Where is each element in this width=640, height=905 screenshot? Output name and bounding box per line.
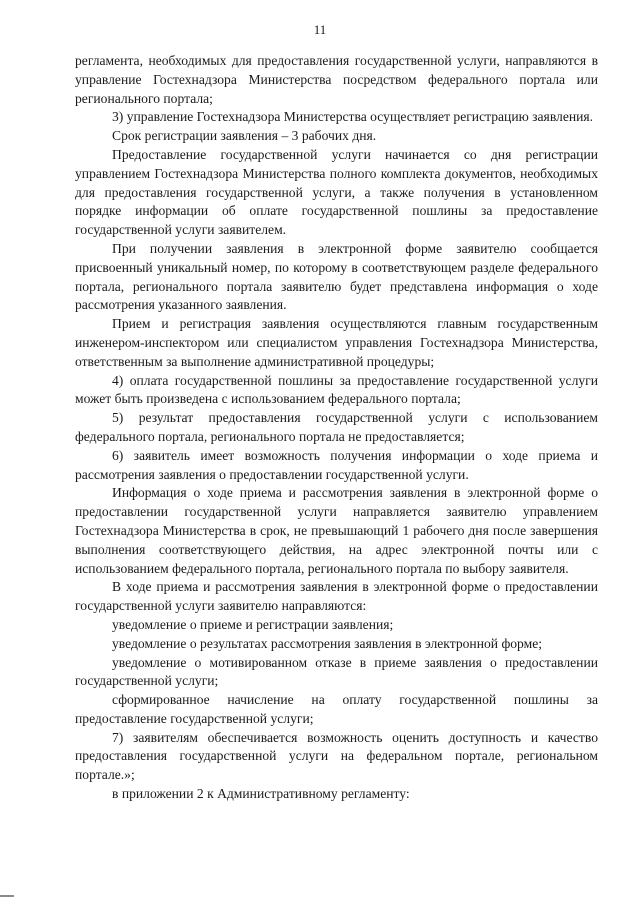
paragraph: 3) управление Гостехнадзора Министерства осуществляет регистрацию заявления. [112,109,594,125]
page-number: 11 [313,22,327,37]
paragraph: Предоставление государственной услуги начинается со дня регистрации управлением Гостехнадзора Министерства полного комплекта документов, необходимых для предоставления государственной услуги, а также получения в установленном порядке информации об оплате государственной пошлины за предоставление государственной услуги заявителем. [75,146,598,238]
scan-edge-mark [0,895,14,897]
paragraph: Срок регистрации заявления – 3 рабочих дня. [112,128,377,144]
paragraph: в приложении 2 к Административному регламенту: [112,786,410,802]
list-item: сформированное начисление на оплату государственной пошлины за предоставление государственной услуги; [75,692,598,726]
list-item: уведомление о результатах рассмотрения заявления в электронной форме; [112,635,543,651]
paragraph: Информация о ходе приема и рассмотрения заявления в электронной форме о предоставлении государственной услуги направляется заявителю управлением Гостехнадзора Министерства в срок, не превышающий 1 рабочего дня после завершения выполнения соответствующего действия, на адрес электронной почты или с использованием федерального портала, регионального портала по выбору заявителя. [75,485,598,576]
list-item: уведомление о приеме и регистрации заявления; [112,616,394,632]
paragraph: В ходе приема и рассмотрения заявления в электронной форме о предоставлении государственной услуги заявителю направляются: [75,579,598,614]
document-body [75,52,598,804]
paragraph: 7) заявителям обеспечивается возможность оценить доступность и качество предоставления государственной услуги на федеральном портале, региональном портале.»; [75,729,598,783]
paragraph: Прием и регистрация заявления осуществляются главным государственным инженером-инспектором или специалистом управления Гостехнадзора Министерства, ответственным за выполнение административной процедуры; [75,316,598,369]
paragraph: 4) оплата государственной пошлины за предоставление государственной услуги может быть произведена с использованием федерального портала; [75,372,598,407]
paragraph-continuation: регламента, необходимых для предоставления государственной услуги, направляются в управление Гостехнадзора Министерства посредством федерального портала или регионального портала; [75,53,598,106]
paragraph: При получении заявления в электронной форме заявителю сообщается присвоенный уникальный номер, по которому в соответствующем разделе федерального портала, регионального портала заявителю будет представлена информация о ходе рассмотрения указанного заявления. [75,240,598,313]
paragraph: 6) заявитель имеет возможность получения информации о ходе приема и рассмотрения заявления о предоставлении государственной услуги. [75,447,598,482]
paragraph: 5) результат предоставления государственной услуги с использованием федерального портала, регионального портала не предоставляется; [75,410,598,444]
list-item: уведомление о мотивированном отказе в приеме заявления о предоставлении государственной услуги; [75,654,598,689]
